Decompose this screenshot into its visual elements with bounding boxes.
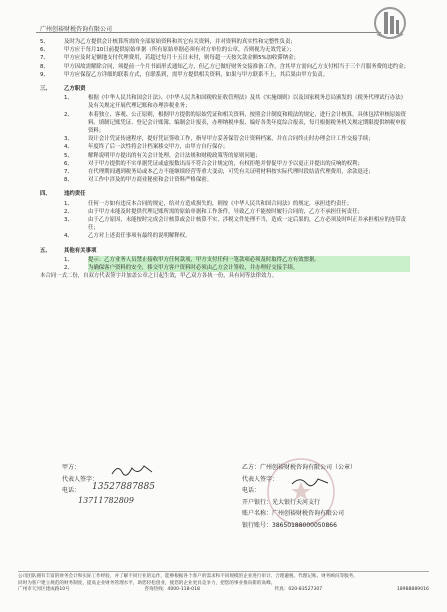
clause-item: 8、 对工作中涉及的甲方商业秘密和会计资料严格保密。 (64, 177, 212, 184)
header-company-name: 广州创裕财税咨询有限公司 (40, 26, 113, 33)
party-a-phone-label: 电话： (62, 487, 81, 494)
clause-item: 2、 本着独立、客观、公正原则，根据甲方提供的原始凭证和相关资料，按照会计制度和税法的规定，进行会计核算，具体包括审核原始资料、填制记账凭证、登记会计账簿、编制会计报表，办理纳税申报、编好各类年度综合报表，每月根据税务机关规定期限提供纳税申报资料； (64, 111, 407, 135)
clause-item: 3、 设计会计凭证传递程序，提好凭证签收工作，指导甲方妥善保管会计资料档案，并在合同终止时办理会计工作交接手续； (64, 136, 374, 143)
party-a-rep-label: 代表人签字： (62, 475, 99, 483)
header-rule (36, 32, 381, 33)
account-number: 银行账号：38650188000050866 (242, 521, 337, 529)
clause-item: 9、 甲方应保留乙方详细的联系方式，在联系到，需甲方提供相关资料，如果与甲方联系不上，其后果由甲方负责。 (40, 71, 329, 78)
clause-item: 7、 甲方应及时足额地支付代理费用，若超过每月十五日未付，则每超一天按欠款金额5%加收滞纳金； (40, 55, 299, 62)
clause-item: 6、 对于甲方提供的不实单据凭证或虚报数出而不符合会计规定的，有权拒绝并督促甲方予以更正并提出的反响的权利； (64, 160, 363, 167)
clause-item-highlighted: 1、 提示：乙方业务人员禁止接收甲方任何款项，甲方支付任何一笔款项必须及时取得乙方有效票据。 (40, 256, 410, 264)
contract-body (40, 38, 410, 280)
clause-item: 2、 由于甲方未能及时提供代理记账所需的原始单据和工作条件，导致乙方不能按时履行合同的，乙方不承担任何责任； (64, 208, 363, 215)
party-a-handwritten-phone-2: 13711782809 (78, 496, 134, 505)
party-b-handwritten-signature-icon (290, 474, 330, 488)
clause-item: 1、 任何一方如有违反本合同的规定，给对方造成损失的，则按《中华人民共和国合同法》的规定，承担违约责任； (64, 200, 353, 207)
page-footer (18, 571, 429, 594)
party-b-label: 乙方：广州创裕财税咨询有限公司（公章） (242, 464, 357, 471)
company-logo-icon (373, 4, 407, 42)
clause-item: 4、 乙方对上述责任事项有最终的说明解释权。 (64, 233, 191, 240)
top-clause-list (40, 38, 410, 79)
clause-item: 7、 在代理期间遇到税务局或本乙方不能继续经营等重大变动，可凭有关证明材料按实际代理时段结清代理费用，余款退还； (64, 169, 374, 176)
party-b-phone-label: 电话： (242, 487, 261, 494)
party-a-handwritten-phone: 13527887885 (92, 482, 155, 492)
footer-contact-row: 广州市天河区建成路10号 咨询热线：4000-118-018 传真：020-83527307 18988889016 (18, 587, 429, 592)
clause-item-highlighted: 2、 为确保客户资料的安全，移交甲方客户资料时必须由乙方会计签收，并办理好交接手续。 (40, 264, 410, 272)
party-a-handwritten-signature-icon (110, 462, 156, 478)
account-name: 账户名称：广州创裕财税咨询有限公司 (242, 510, 345, 517)
clause-item: 8、 甲方因故需解除合同，须提前一个月书面形式通知乙方，但乙方已做好财务交接准备工作，含其甲方需向乙方支付相当于三个月服务费的违约金； (40, 63, 410, 70)
party-b-signature-block (242, 462, 402, 531)
closing-statement: 本合同一式二份，自双方代表签字并加盖公章之日起生效，甲乙双方各执一份，具有同等法律效力。 (40, 273, 278, 280)
bank-label: 开户银行：光大银行天河支行 (242, 498, 321, 506)
footer-address: 广州市天河区建成路10号 (18, 587, 70, 592)
clause-item: 1、 根据《中华人民共和国会计法》、《中华人民共和国税收征收管理法》及其《实施细则》以及国家税务总局颁发的《税务代理试行办法》及有关规定开展代理记账和办理涉税业务； (64, 95, 407, 110)
section-heading-other-matters: 五、 其他有关事项 (40, 247, 97, 254)
clause-item: 5、 及时为乙方提供会计核算所需的全部原始资料和其它有关资料，并对资料的真实性和完整性负责； (40, 39, 296, 45)
party-a-label: 甲方： (62, 464, 81, 471)
clause-item: 3、 由于乙方原因，未能按时完成会计核算或会计核算不实，涉税文件处理不当，造成一定后果的，乙方必须及时纠正并承担相应的连带责任； (64, 217, 407, 232)
footer-hotline: 4000-118-018 (167, 587, 200, 592)
clause-item: 6、 甲方应于每月10日前提供原始单据（所有原始单据必须有对方单位的公章，否则视为无效凭证）； (40, 47, 295, 54)
section-heading-liability: 四、 违约责任 (40, 191, 86, 198)
party-b-rep-label: 代表人签字： (242, 475, 279, 483)
section-heading-party-b-duties: 三、 乙方职责 (40, 86, 86, 93)
footer-line-1: 公司团队拥有丰富的财务会计和实际工作经验，并了解不同行业的运作，能够根据各个客户的需求和不同规模的企业进行审计、合理避税、代理记账、财务顾问等服务， (18, 574, 358, 579)
footer-fax: 020-83527307 (288, 587, 323, 592)
footer-phone: 18988889016 (396, 587, 429, 592)
clause-item: 5、 解释说明甲方提出的有关会计处理、会计法规和财税政策等的原则问题； (64, 152, 261, 159)
footer-line-2: 同时为客户建立规范的财务制度、提高企业财务管理水平，助您轻松创业，使您的企业更具竞争力，把您的事业推向新的高峰。 (18, 580, 276, 586)
clause-item: 4、 年度终了后一次性将会计档案移交甲方，由甲方自行保存； (64, 144, 229, 151)
